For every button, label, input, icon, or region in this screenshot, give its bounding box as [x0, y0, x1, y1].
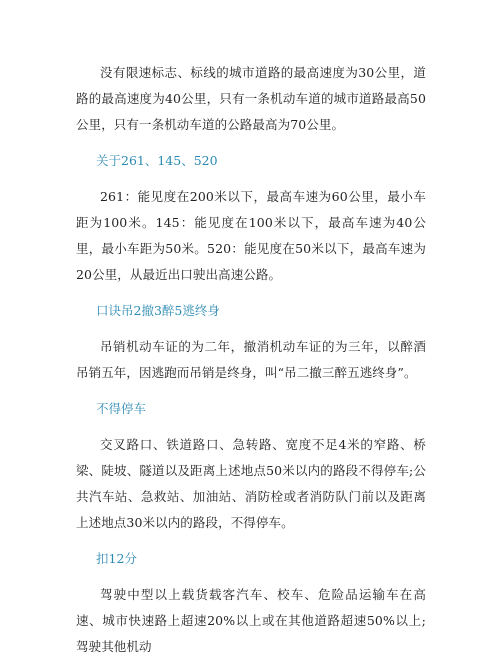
document-body — [76, 60, 426, 670]
heading-261-145-520: 关于261、145、520 — [96, 153, 218, 168]
paragraph-speed-limits: 没有限速标志、标线的城市道路的最高速度为30公里，道路的最高速度为40公里，只有一条机动车道的城市道路最高50公里，只有一条机动车道的公路最高为70公里。 — [76, 65, 426, 132]
paragraph-license-revocation: 吊销机动车证的为二年，撤消机动车证的为三年，以醉酒吊销五年，因逃跑而吊销是终身，叫“吊二撤三醉五逃终身”。 — [76, 339, 426, 380]
heading-no-parking: 不得停车 — [96, 401, 147, 416]
paragraph-no-parking: 交叉路口、铁道路口、急转路、宽度不足4米的窄路、桥梁、陡坡、隧道以及距离上述地点50米以内的路段不得停车;公共汽车站、急救站、加油站、消防栓或者消防队门前以及距离上述地点30米以内的路段，不得停车。 — [76, 437, 426, 530]
heading-12-points: 扣12分 — [96, 551, 137, 566]
paragraph-visibility-rules: 261：能见度在200米以下，最高车速为60公里，最小车距为100米。145：能见度在100米以下，最高车速为40公里，最小车距为50米。520：能见度在50米以下，最高车速为20公里，从最近出口驶出高速公路。 — [76, 189, 426, 282]
paragraph-12-points: 驾驶中型以上载货载客汽车、校车、危险品运输车在高速、城市快速路上超速20%以上或在其他道路超速50%以上;驾驶其他机动 — [76, 587, 426, 654]
heading-license-revocation: 口诀吊2撤3醉5逃终身 — [96, 303, 220, 318]
